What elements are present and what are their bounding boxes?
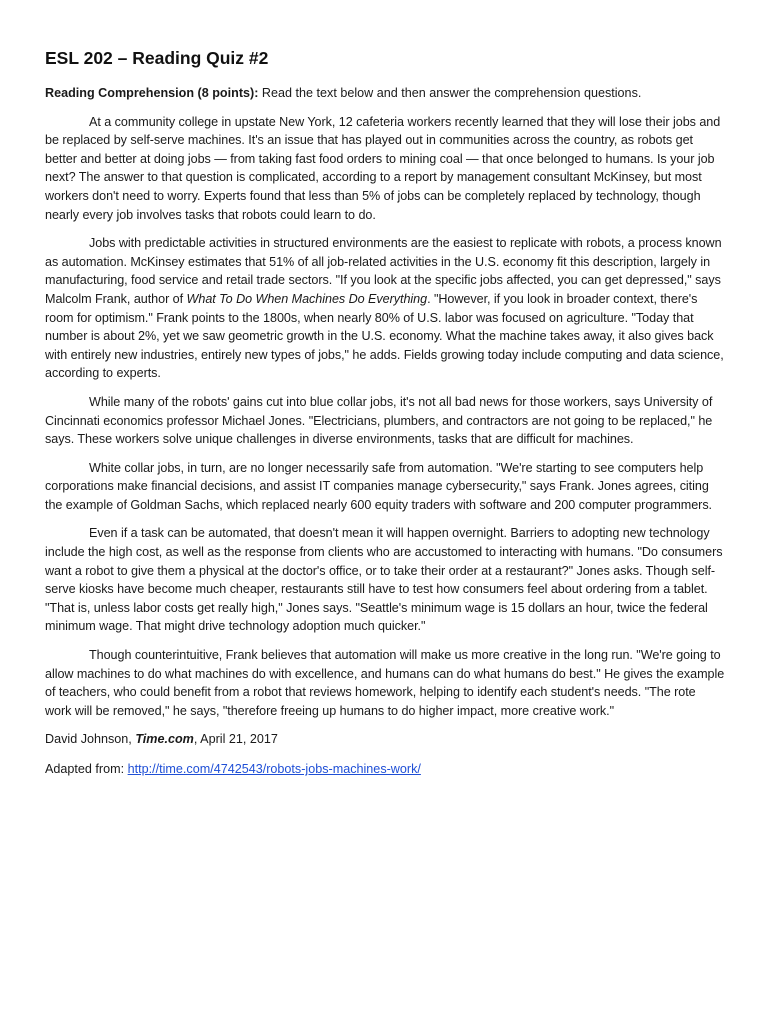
paragraph-2 [45,234,725,383]
byline-site: Time.com [135,732,194,747]
byline-date: , April 21, 2017 [193,732,278,747]
page-title: ESL 202 – Reading Quiz #2 [45,48,269,68]
byline-author: David Johnson, [45,732,136,747]
quiz-page [45,46,725,779]
instructions [45,84,725,103]
instructions-text: Read the text below and then answer the comprehension questions. [258,86,642,100]
paragraph-2-after: . "However, if you look in broader context, there's room for optimism." Frank points to the 1800s, when nearly 80% of U.S. labor was focused on agriculture. "Today that number is about 2%, yet we saw geometric growth in the U.S. economy. What the machine takes away, it also gives back with entirely new industries, entirely new types of jobs," he adds. Fields growing today include computing and data science, according to experts. [45,291,724,381]
paragraph-6: Though counterintuitive, Frank believes that automation will make us more creative in the long run. "We're going to allow machines to do what machines do with excellence, and humans can do what humans do best." He gives the example of teachers, who could benefit from a robot that reviews homework, helping to identify each student's needs. "The rote work will be removed," he says, "therefore freeing up humans to do higher impact, more creative work." [45,648,725,718]
book-title: What To Do When Machines Do Everything [186,291,428,306]
instructions-label: Reading Comprehension (8 points): [45,86,259,100]
source-line [45,760,725,779]
paragraph-5: Even if a task can be automated, that doesn't mean it will happen overnight. Barriers to adopting new technology include the high cost, as well as the response from clients who are accustomed to interacting with humans. "Do consumers want a robot to give them a physical at the doctor's office, or to take their order at a restaurant?" Jones asks. Though self-serve kiosks have become much cheaper, restaurants still have to test how consumers feel about ordering from a tablet. "That is, unless labor costs get really high," Jones says. "Seattle's minimum wage is 15 dollars an hour, twice the federal minimum wage. That might drive technology adoption much quicker." [45,526,723,634]
byline [45,730,725,749]
paragraph-1: At a community college in upstate New York, 12 cafeteria workers recently learned that they will lose their jobs and be replaced by self-serve machines. It's an issue that has played out in communities across the country, as robots get better and better at doing jobs — from taking fast food orders to mining coal — that once belonged to humans. Is your job next? The answer to that question is complicated, according to a report by management consultant McKinsey, but most workers don't need to worry. Experts found that less than 5% of jobs can be completely replaced by technology, though nearly every job involves tasks that robots could learn to do. [45,114,721,222]
paragraph-3: While many of the robots' gains cut into blue collar jobs, it's not all bad news for those workers, says University of Cincinnati economics professor Michael Jones. "Electricians, plumbers, and contractors are not going to be replaced," he says. These workers solve unique challenges in diverse environments, tasks that are difficult for machines. [45,394,713,447]
paragraph-4: White collar jobs, in turn, are no longer necessarily safe from automation. "We're starting to see computers help corporations make financial decisions, and assist IT companies manage cybersecurity," says Frank. Jones agrees, citing the example of Goldman Sachs, which replaced nearly 600 equity traders with software and 200 computer programmers. [45,460,713,512]
source-link[interactable]: http://time.com/4742543/robots-jobs-machines-work/ [127,762,421,776]
source-label: Adapted from: [45,762,128,776]
paragraph-2-before: Jobs with predictable activities in structured environments are the easiest to replicate with robots, a process known as automation. McKinsey estimates that 51% of all job-related activities in the U.S. economy fit this description, largely in manufacturing, food service and retail trade sectors. "If you look at the specific jobs affected, you can get depressed," says Malcolm Frank, author of [45,236,722,306]
